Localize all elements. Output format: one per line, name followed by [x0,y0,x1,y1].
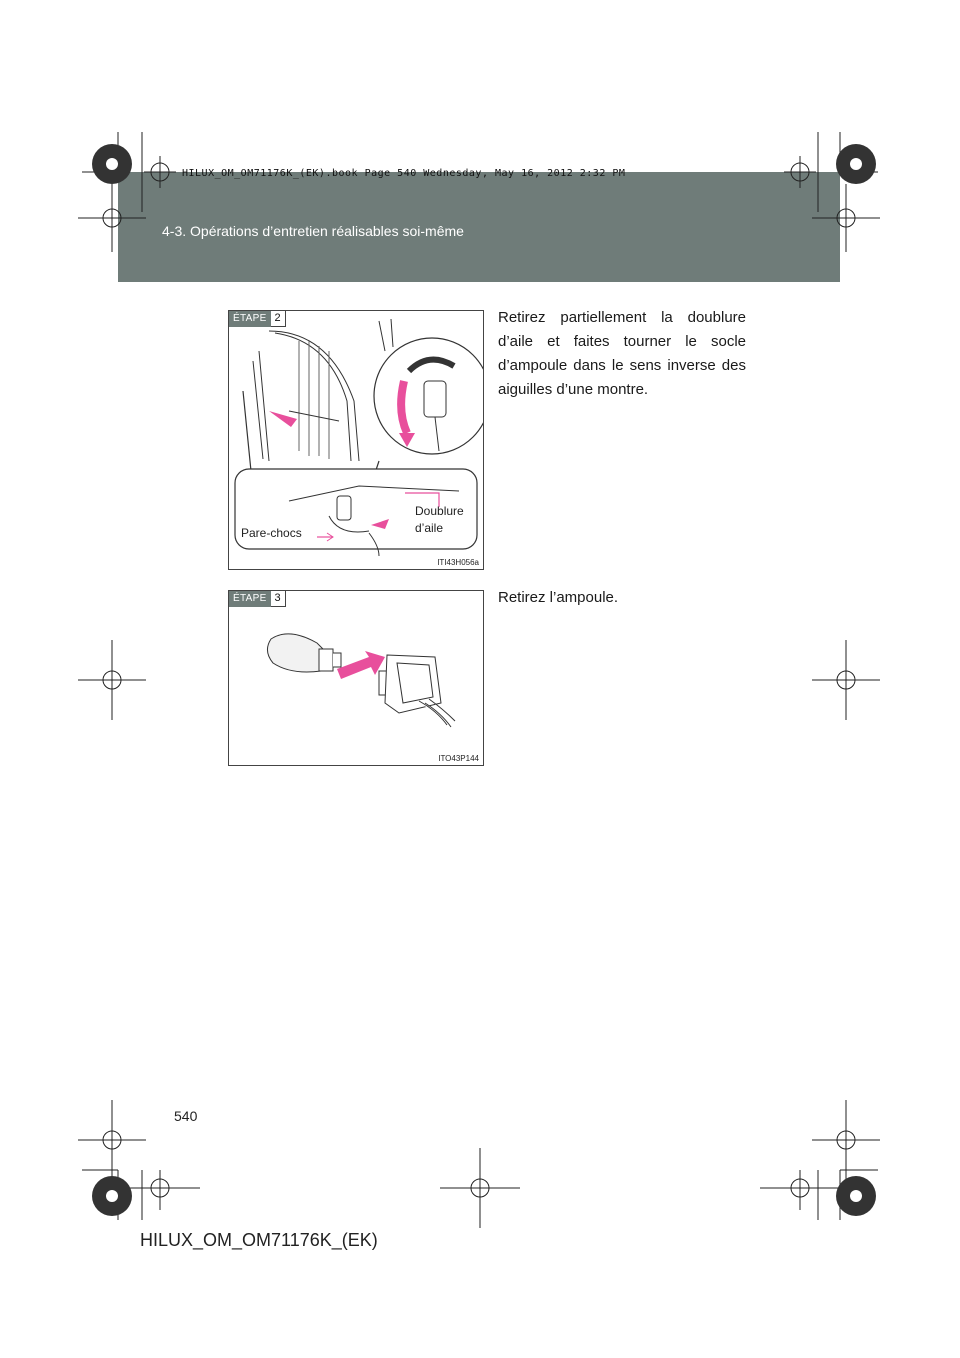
arrow-icon [269,411,297,427]
document-code: HILUX_OM_OM71176K_(EK) [140,1230,378,1250]
step-3-text: Retirez l’ampoule. [498,589,619,606]
step-word: ÉTAPE [229,311,271,327]
page-number: 540 [174,1108,198,1124]
arrow-icon [337,651,385,679]
bulb-removal-illustration [229,591,483,765]
label-fender-liner [415,503,464,537]
step-number: 3 [271,591,286,607]
registration-star-icon [92,144,876,1216]
figure-code: ITI43H056a [437,558,479,567]
step-2-text: Retirez partiellement la doublure d’aile et faites tourner le socle d’ampoule dans le sens inverse des aiguilles d’une montre. [498,309,746,398]
label-bumper: Pare-chocs [241,526,302,540]
label-fender-liner-line1: Doublure [415,504,464,518]
label-fender-liner-line2: d’aile [415,521,444,535]
book-info: HILUX_OM_OM71176K_(EK).book Page 540 Wednesday, May 16, 2012 2:32 PM [182,168,626,179]
step-word: ÉTAPE [229,591,271,607]
figure-step-2 [228,310,484,570]
section-title: 4-3. Opérations d’entretien réalisables soi-même [162,223,464,239]
step-number: 2 [271,311,286,327]
figure-step-3 [228,590,484,766]
watermark: carmanualsonline.info [780,1334,917,1350]
figure-code: ITO43P144 [438,754,479,763]
